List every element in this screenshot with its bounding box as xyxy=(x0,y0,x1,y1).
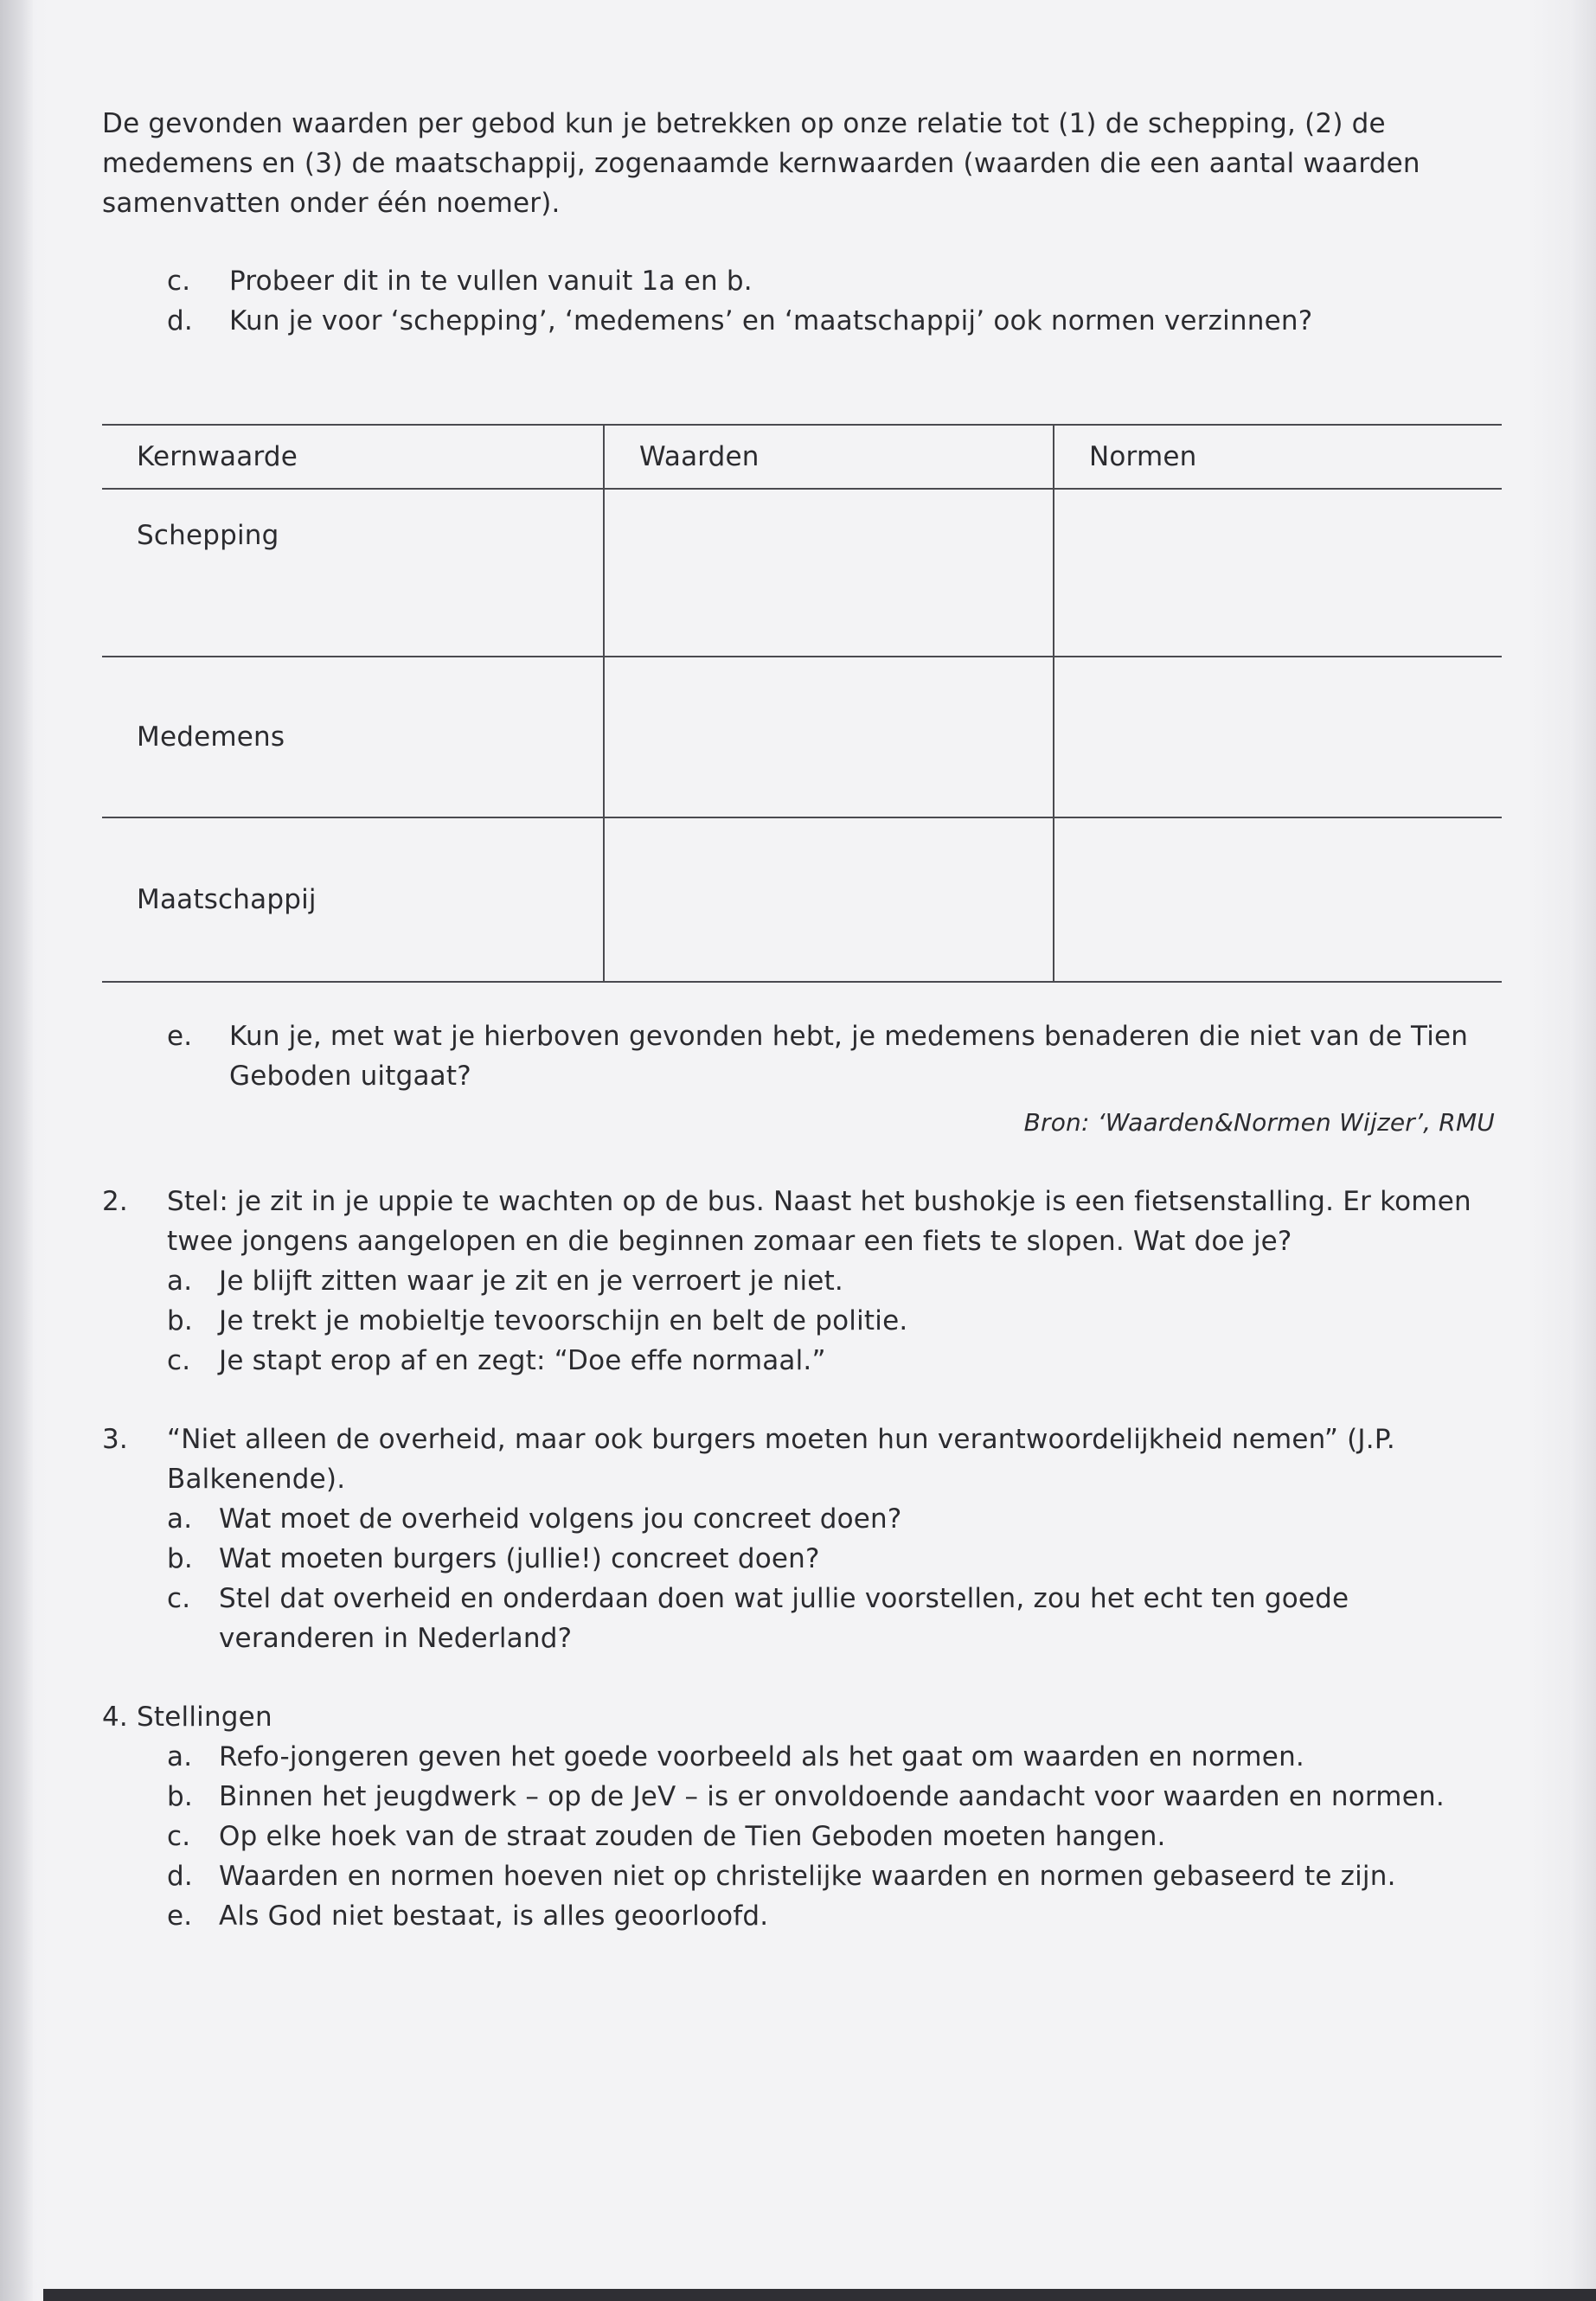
cell-waarden[interactable] xyxy=(604,657,1054,817)
option-label: c. xyxy=(167,1821,191,1852)
option-text: Waarden en normen hoeven niet op christelijke waarden en normen gebaseerd te zijn. xyxy=(219,1861,1396,1892)
option-a xyxy=(167,1261,1503,1301)
sub-question-label: d. xyxy=(167,305,193,336)
table-row xyxy=(102,817,1502,982)
statement-a xyxy=(167,1737,1503,1777)
option-text: Stel dat overheid en onderdaan doen wat jullie voorstellen, zou het echt ten goede veranderen in Nederland? xyxy=(219,1583,1349,1654)
option-a xyxy=(167,1499,1503,1539)
option-label: d. xyxy=(167,1861,193,1892)
statement-e xyxy=(167,1896,1503,1936)
intro-paragraph: De gevonden waarden per gebod kun je betrekken op onze relatie tot (1) de schepping, (2) de medemens en (3) de maatschappij, zogenaamde kernwaarden (waarden die een aantal waarden samenvatten onder één noemer). xyxy=(102,108,1420,219)
after-table-section xyxy=(102,1016,1503,1936)
cell-normen[interactable] xyxy=(1054,489,1502,657)
option-label: a. xyxy=(167,1266,193,1297)
option-label: b. xyxy=(167,1305,193,1336)
page-edge-left xyxy=(0,0,33,2301)
sub-question-text: Kun je voor ‘schepping’, ‘medemens’ en ‘maatschappij’ ook normen verzinnen? xyxy=(229,305,1313,336)
cell-kernwaarde: Medemens xyxy=(102,657,604,817)
option-b xyxy=(167,1539,1503,1579)
option-label: b. xyxy=(167,1781,193,1812)
question-number: 3. xyxy=(102,1424,128,1455)
header-kernwaarde: Kernwaarde xyxy=(102,425,604,489)
page-content xyxy=(102,104,1503,1932)
option-c xyxy=(167,1579,1503,1658)
source-citation: Bron: ‘Waarden&Normen Wijzer’, RMU xyxy=(1023,1108,1495,1137)
option-c xyxy=(167,1341,1503,1381)
question-3 xyxy=(102,1420,1503,1658)
cell-waarden[interactable] xyxy=(604,817,1054,982)
sub-question-c xyxy=(167,261,1503,301)
sub-question-label: c. xyxy=(167,266,191,297)
question-text: Stel: je zit in je uppie te wachten op de bus. Naast het bushokje is een fietsenstalling. Er komen twee jongens aangelopen en die beginnen zomaar een fiets te slopen. Wat doe je? xyxy=(167,1186,1471,1257)
option-label: e. xyxy=(167,1900,193,1932)
sub-question-label: e. xyxy=(167,1021,193,1052)
option-text: Je stapt erop af en zegt: “Doe effe normaal.” xyxy=(219,1345,826,1376)
sub-question-text: Kun je, met wat je hierboven gevonden hebt, je medemens benaderen die niet van de Tien Geboden uitgaat? xyxy=(229,1021,1469,1092)
option-label: c. xyxy=(167,1345,191,1376)
table-row xyxy=(102,657,1502,817)
cell-kernwaarde: Schepping xyxy=(102,489,604,657)
question-text: “Niet alleen de overheid, maar ook burgers moeten hun verantwoordelijkheid nemen” (J.P. Balkenende). xyxy=(167,1424,1395,1495)
option-label: a. xyxy=(167,1503,193,1535)
option-label: c. xyxy=(167,1583,191,1614)
option-text: Binnen het jeugdwerk – op de JeV – is er onvoldoende aandacht voor waarden en normen. xyxy=(219,1781,1445,1812)
question-number: 4. xyxy=(102,1702,128,1733)
option-b xyxy=(167,1301,1503,1341)
sub-questions-top xyxy=(102,261,1503,341)
cell-normen[interactable] xyxy=(1054,817,1502,982)
header-waarden: Waarden xyxy=(604,425,1054,489)
cell-normen[interactable] xyxy=(1054,657,1502,817)
sub-question-text: Probeer dit in te vullen vanuit 1a en b. xyxy=(229,266,753,297)
option-text: Wat moeten burgers (jullie!) concreet doen? xyxy=(219,1543,820,1574)
page-bottom-bar xyxy=(43,2289,1596,2301)
kernwaarde-table xyxy=(102,424,1502,983)
question-4 xyxy=(102,1697,1503,1936)
option-text: Je blijft zitten waar je zit en je verroert je niet. xyxy=(219,1266,843,1297)
statement-b xyxy=(167,1777,1503,1817)
table-header-row xyxy=(102,425,1502,489)
question-number: 2. xyxy=(102,1186,128,1217)
option-text: Op elke hoek van de straat zouden de Tien Geboden moeten hangen. xyxy=(219,1821,1166,1852)
question-2 xyxy=(102,1182,1503,1381)
cell-kernwaarde: Maatschappij xyxy=(102,817,604,982)
question-e xyxy=(102,1016,1503,1096)
statement-c xyxy=(167,1817,1503,1856)
option-text: Als God niet bestaat, is alles geoorloofd. xyxy=(219,1900,769,1932)
cell-waarden[interactable] xyxy=(604,489,1054,657)
sub-question-d xyxy=(167,301,1503,341)
option-text: Refo-jongeren geven het goede voorbeeld als het gaat om waarden en normen. xyxy=(219,1741,1304,1772)
question-text: Stellingen xyxy=(137,1702,272,1733)
option-label: b. xyxy=(167,1543,193,1574)
option-text: Je trekt je mobieltje tevoorschijn en belt de politie. xyxy=(219,1305,908,1336)
page-edge-right xyxy=(1570,0,1596,2301)
option-label: a. xyxy=(167,1741,193,1772)
header-normen: Normen xyxy=(1054,425,1502,489)
table-row xyxy=(102,489,1502,657)
option-text: Wat moet de overheid volgens jou concreet doen? xyxy=(219,1503,902,1535)
statement-d xyxy=(167,1856,1503,1896)
